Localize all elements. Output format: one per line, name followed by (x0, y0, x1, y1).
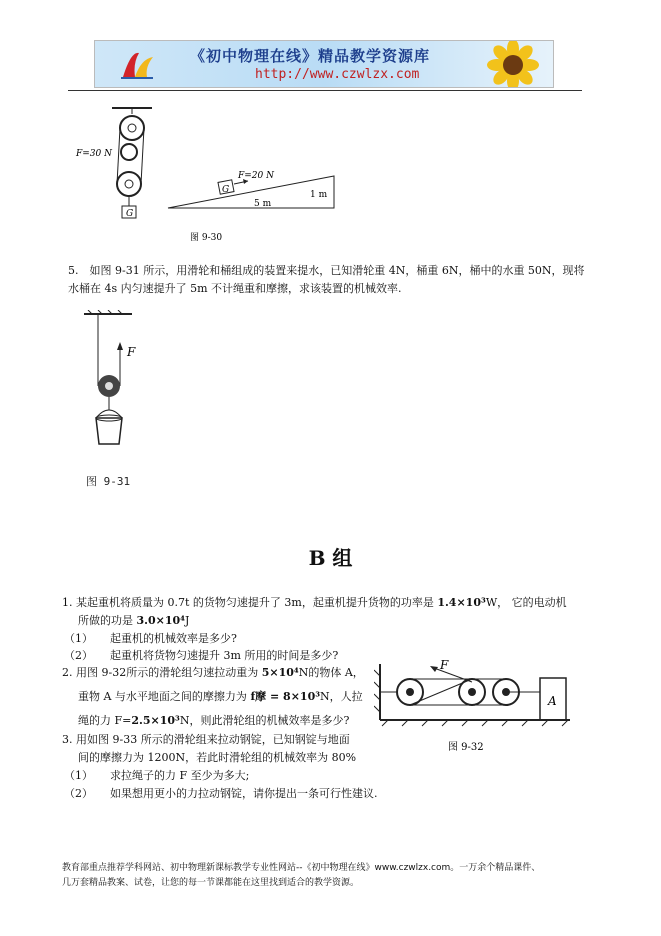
b1-line2: 所做的功是 3.0×10⁴J (78, 614, 190, 627)
footer-line1: 教育部重点推荐学科网站、初中物理新课标教学专业性网站--《初中物理在线》www.czwlzx.com。一万余个精品课件、 (62, 863, 541, 873)
footer-line2: 几万套精品教案、试卷，让您的每一节课都能在这里找到适合的教学资源。 (62, 878, 360, 888)
banner-title: 《初中物理在线》精品教学资源库 (190, 47, 431, 65)
b2-line2: 重物 A 与水平地面之间的摩擦力为 f摩 = 8×10³N，人拉 (78, 690, 363, 703)
weight-label-left: G (126, 209, 134, 219)
figure-9-31-caption: 图 9-31 (86, 475, 131, 488)
figure-9-30-caption: 图 9-30 (190, 233, 223, 243)
b1-line1: 1. 某起重机将质量为 0.7t 的货物匀速提升了 3m，起重机提升货物的功率是 1.4×10³W， 它的电动机 (62, 596, 567, 609)
figure-9-32 (374, 656, 574, 756)
b3-sub1: 求拉绳子的力 F 至少为多大; (110, 769, 250, 782)
b3-sub2-number: （2） (64, 787, 93, 800)
b2-line1: 2. 用图 9-32所示的滑轮组匀速拉动重为 5×10⁴N的物体 A， (62, 666, 364, 679)
b1-sub1: 起重机的机械效率是多少? (110, 632, 237, 645)
weight-label-incline: G (222, 185, 230, 195)
b3-line2: 间的摩擦力为 1200N，若此时滑轮组的机械效率为 80% (78, 751, 357, 764)
height-label: 1 m (310, 190, 328, 200)
sunflower-icon (473, 41, 553, 87)
figure-9-32-caption: 图 9-32 (448, 742, 484, 753)
force-label-f: F (127, 345, 136, 359)
b1-sub1-number: （1） (64, 632, 93, 645)
b3-line1: 3. 用如图 9-33 所示的滑轮组来拉动钢锭，已知钢锭与地面 (62, 733, 350, 746)
b1-sub2: 起重机将货物匀速提升 3m 所用的时间是多少? (110, 649, 339, 662)
site-logo-icon (117, 47, 157, 81)
force-label-left: F=30 N (76, 149, 112, 159)
object-a-label: A (548, 694, 557, 708)
force-label-incline: F=20 N (238, 171, 274, 181)
length-label: 5 m (254, 199, 272, 209)
force-label-f-932: F (440, 658, 449, 672)
banner-url: http://www.czwlzx.com (255, 67, 420, 82)
section-b-title: B 组 (308, 546, 353, 570)
b3-sub2: 如果想用更小的力拉动钢锭，请你提出一条可行性建议. (110, 787, 378, 800)
header-rule (68, 90, 582, 91)
q5-line2: 水桶在 4s 内匀速提升了 5m 不计绳重和摩擦，求该装置的机械效率. (68, 282, 402, 295)
q5-line1: 5. 如图 9-31 所示，用滑轮和桶组成的装置来提水，已知滑轮重 4N，桶重 6N，桶中的水重 50N，现将 (68, 264, 585, 277)
figure-9-31 (80, 310, 160, 460)
b3-sub1-number: （1） (64, 769, 93, 782)
b2-line3: 绳的力 F=2.5×10³N，则此滑轮组的机械效率是多少? (78, 714, 350, 727)
header-banner (94, 40, 554, 88)
figure-9-30 (72, 106, 342, 246)
b1-sub2-number: （2） (64, 649, 93, 662)
